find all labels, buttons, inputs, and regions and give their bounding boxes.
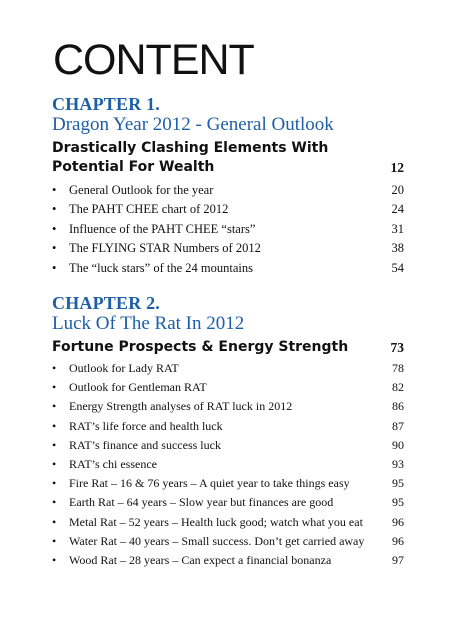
toc-entry-page: 54 — [391, 260, 404, 275]
toc-entry[interactable] — [52, 200, 404, 219]
toc-entry[interactable] — [52, 532, 404, 551]
toc-entry-text: Water Rat – 40 years – Small success. Don’t get carried away — [69, 533, 365, 548]
toc-entry-page: 90 — [392, 437, 404, 452]
bullet-icon: • — [52, 399, 57, 414]
bullet-icon: • — [52, 361, 57, 375]
toc-entry-text: RAT’s chi essence — [69, 457, 157, 472]
chapter-1-section — [52, 94, 404, 278]
toc-entry[interactable] — [52, 259, 404, 278]
toc-entry-page: 95 — [392, 476, 404, 491]
toc-entry-text: Metal Rat – 52 years – Health luck good; watch what you eat — [69, 514, 363, 529]
toc-entry[interactable] — [52, 551, 404, 570]
bullet-icon: • — [52, 437, 57, 452]
bullet-icon: • — [52, 241, 57, 256]
toc-entry[interactable] — [52, 239, 404, 258]
lead-entry-title: Fortune Prospects & Energy Strength — [52, 339, 349, 355]
toc-entry-page: 93 — [392, 457, 404, 472]
toc-entry-page: 96 — [392, 514, 404, 529]
chapter-1-lead-entry[interactable] — [52, 139, 404, 177]
bullet-icon: • — [52, 380, 57, 395]
toc-entry-page: 82 — [392, 380, 404, 395]
toc-entry[interactable] — [52, 378, 404, 397]
toc-entry[interactable] — [52, 181, 404, 200]
chapter-1-number: CHAPTER 1. — [52, 94, 161, 114]
chapter-2-lead-entry[interactable] — [52, 338, 404, 357]
page-title: CONTENT — [53, 36, 254, 84]
toc-entry[interactable] — [52, 220, 404, 239]
chapter-1-item-list — [52, 181, 404, 278]
toc-entry-page: 24 — [391, 202, 404, 217]
toc-entry-text: Outlook for Gentleman RAT — [69, 380, 207, 395]
toc-entry-text: Fire Rat – 16 & 76 years – A quiet year to take things easy — [69, 476, 350, 491]
toc-entry-text: The “luck stars” of the 24 mountains — [69, 260, 253, 275]
lead-entry-page: 12 — [390, 160, 404, 175]
lead-entry-title: Drastically Clashing Elements With Potential For Wealth — [52, 140, 329, 175]
toc-entry-page: 86 — [392, 399, 404, 414]
chapter-2-item-list — [52, 359, 404, 570]
toc-entry[interactable] — [52, 455, 404, 474]
bullet-icon: • — [52, 221, 57, 236]
toc-entry[interactable] — [52, 513, 404, 532]
chapter-2-number: CHAPTER 2. — [52, 293, 161, 313]
bullet-icon: • — [52, 495, 57, 510]
toc-entry[interactable] — [52, 436, 404, 455]
bullet-icon: • — [52, 202, 57, 217]
toc-entry-page: 78 — [392, 361, 404, 375]
toc-entry-page: 95 — [392, 495, 404, 510]
bullet-icon: • — [52, 457, 57, 472]
toc-entry-page: 20 — [391, 183, 404, 197]
toc-entry-text: Influence of the PAHT CHEE “stars” — [69, 221, 256, 236]
toc-entry-text: Outlook for Lady RAT — [69, 361, 179, 375]
chapter-2-name: Luck Of The Rat In 2012 — [52, 313, 245, 334]
toc-entry-text: RAT’s life force and health luck — [69, 418, 223, 433]
toc-entry-page: 31 — [391, 221, 404, 236]
chapter-1-name: Dragon Year 2012 - General Outlook — [52, 114, 334, 135]
toc-entry[interactable] — [52, 493, 404, 512]
toc-entry-page: 96 — [392, 533, 404, 548]
chapter-2-section — [52, 293, 404, 570]
toc-entry-page: 87 — [392, 418, 404, 433]
bullet-icon: • — [52, 418, 57, 433]
toc-entry-page: 38 — [391, 241, 404, 256]
bullet-icon: • — [52, 260, 57, 275]
toc-entry-page: 97 — [392, 553, 404, 568]
lead-entry-page: 73 — [390, 340, 404, 355]
toc-entry-text: RAT’s finance and success luck — [69, 437, 221, 452]
toc-entry-text: The FLYING STAR Numbers of 2012 — [69, 241, 261, 256]
toc-entry[interactable] — [52, 474, 404, 493]
toc-entry-text: Earth Rat – 64 years – Slow year but finances are good — [69, 495, 334, 510]
toc-entry-text: Energy Strength analyses of RAT luck in 2012 — [69, 399, 293, 414]
bullet-icon: • — [52, 553, 57, 568]
bullet-icon: • — [52, 476, 57, 491]
toc-entry-text: Wood Rat – 28 years – Can expect a financial bonanza — [69, 553, 332, 568]
toc-entry[interactable] — [52, 397, 404, 416]
toc-entry-text: General Outlook for the year — [69, 183, 214, 197]
toc-entry[interactable] — [52, 359, 404, 378]
bullet-icon: • — [52, 533, 57, 548]
bullet-icon: • — [52, 514, 57, 529]
toc-entry[interactable] — [52, 417, 404, 436]
toc-entry-text: The PAHT CHEE chart of 2012 — [69, 202, 229, 217]
bullet-icon: • — [52, 183, 57, 197]
